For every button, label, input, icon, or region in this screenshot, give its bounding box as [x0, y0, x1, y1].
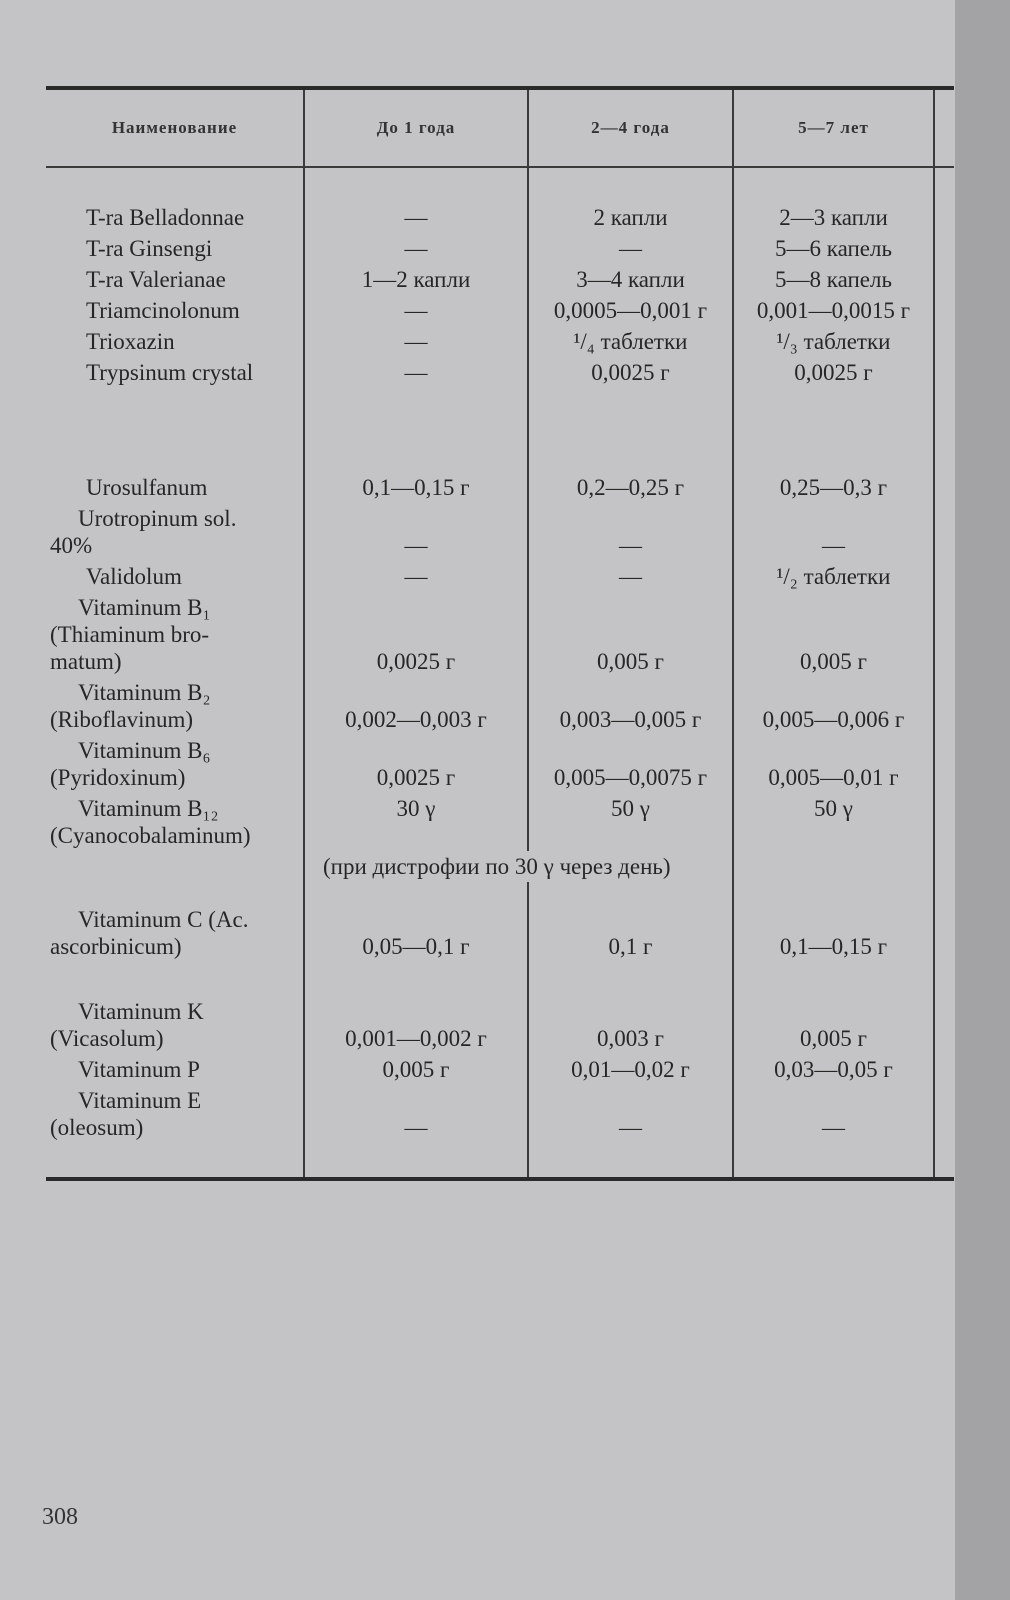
dose-5-7: 0,03—0,05 г	[733, 1054, 934, 1085]
dose-under-1: —	[304, 295, 528, 326]
drug-name: Vitaminum P	[46, 1054, 304, 1085]
dose-5-7: 50 γ	[733, 793, 934, 851]
dose-2-4: 0,003—0,005 г	[528, 677, 733, 735]
drug-name: Trioxazin	[46, 326, 304, 357]
table-row	[46, 996, 954, 1054]
header-age-5-7: 5—7 лет	[733, 88, 934, 167]
page-edge-shadow	[955, 0, 1010, 1600]
dose-2-4: 0,0025 г	[528, 357, 733, 388]
dose-2-4: 50 γ	[528, 793, 733, 851]
dose-under-1: —	[304, 1085, 528, 1143]
dose-2-4: 0,005—0,0075 г	[528, 735, 733, 793]
dose-under-1: —	[304, 503, 528, 561]
dose-2-4: ¹/₄ таблетки	[528, 326, 733, 357]
header-spacer	[934, 88, 954, 167]
drug-name: T-ra Valerianae	[46, 264, 304, 295]
header-age-2-4: 2—4 года	[528, 88, 733, 167]
drug-name: Urosulfanum	[46, 472, 304, 503]
dose-2-4: —	[528, 1085, 733, 1143]
drug-name: T-ra Belladonnae	[46, 202, 304, 233]
dose-5-7: 0,1—0,15 г	[733, 904, 934, 962]
dose-under-1: —	[304, 233, 528, 264]
drug-name: Vitaminum E (oleosum)	[46, 1085, 304, 1143]
drug-name: Urotropinum sol. 40%	[46, 503, 304, 561]
note-row	[46, 851, 954, 882]
table-row	[46, 472, 954, 503]
dose-under-1: —	[304, 326, 528, 357]
drug-name: Triamcinolonum	[46, 295, 304, 326]
dosage-table	[46, 86, 954, 1181]
dose-under-1: 30 γ	[304, 793, 528, 851]
table-row	[46, 735, 954, 793]
drug-name: Vitaminum B₁₂ (Cyanocobalaminum)	[46, 793, 304, 851]
table-row	[46, 233, 954, 264]
dose-2-4: —	[528, 503, 733, 561]
dose-2-4: —	[528, 561, 733, 592]
dose-under-1: —	[304, 561, 528, 592]
dose-2-4: 0,2—0,25 г	[528, 472, 733, 503]
dose-2-4: 0,01—0,02 г	[528, 1054, 733, 1085]
dose-under-1: 0,0025 г	[304, 592, 528, 677]
drug-name: Vitaminum B₆ (Pyridoxinum)	[46, 735, 304, 793]
dose-under-1: 1—2 капли	[304, 264, 528, 295]
table-row	[46, 904, 954, 962]
dose-2-4: 2 капли	[528, 202, 733, 233]
header-age-under-1: До 1 года	[304, 88, 528, 167]
dose-under-1: —	[304, 357, 528, 388]
table-row	[46, 793, 954, 851]
dose-5-7: —	[733, 1085, 934, 1143]
table-row	[46, 503, 954, 561]
dose-under-1: 0,002—0,003 г	[304, 677, 528, 735]
drug-name: Vitaminum K (Vicasolum)	[46, 996, 304, 1054]
table-row	[46, 561, 954, 592]
dose-under-1: 0,005 г	[304, 1054, 528, 1085]
drug-name: Trypsinum crystal	[46, 357, 304, 388]
dose-5-7: 0,001—0,0015 г	[733, 295, 934, 326]
dose-note: (при дистрофии по 30 γ через день)	[304, 851, 733, 882]
table-row	[46, 202, 954, 233]
dose-5-7: ¹/₃ таблетки	[733, 326, 934, 357]
dose-under-1: —	[304, 202, 528, 233]
dose-2-4: 3—4 капли	[528, 264, 733, 295]
drug-name: Vitaminum B₂ (Riboflavinum)	[46, 677, 304, 735]
dose-2-4: 0,1 г	[528, 904, 733, 962]
table-row	[46, 677, 954, 735]
table-row	[46, 295, 954, 326]
dose-under-1: 0,001—0,002 г	[304, 996, 528, 1054]
dose-2-4: 0,003 г	[528, 996, 733, 1054]
dose-5-7: 2—3 капли	[733, 202, 934, 233]
page-number: 308	[42, 1504, 78, 1530]
dose-2-4: —	[528, 233, 733, 264]
dose-under-1: 0,05—0,1 г	[304, 904, 528, 962]
table-row	[46, 357, 954, 388]
dose-5-7: 0,005 г	[733, 592, 934, 677]
drug-name: Validolum	[46, 561, 304, 592]
drug-name: T-ra Ginsengi	[46, 233, 304, 264]
dose-5-7: 5—6 капель	[733, 233, 934, 264]
dose-under-1: 0,0025 г	[304, 735, 528, 793]
table-row	[46, 592, 954, 677]
dose-5-7: 0,25—0,3 г	[733, 472, 934, 503]
dose-5-7: 0,005 г	[733, 996, 934, 1054]
dose-5-7: 0,005—0,006 г	[733, 677, 934, 735]
table-row	[46, 264, 954, 295]
dose-5-7: 0,0025 г	[733, 357, 934, 388]
dose-under-1: 0,1—0,15 г	[304, 472, 528, 503]
table-row	[46, 1054, 954, 1085]
drug-name: Vitaminum B₁ (Thiaminum bro- matum)	[46, 592, 304, 677]
dose-5-7: ¹/₂ таблетки	[733, 561, 934, 592]
drug-name: Vitaminum C (Ac. ascorbinicum)	[46, 904, 304, 962]
header-name: Наименование	[46, 88, 304, 167]
dose-2-4: 0,005 г	[528, 592, 733, 677]
dose-2-4: 0,0005—0,001 г	[528, 295, 733, 326]
table-row	[46, 1085, 954, 1143]
dose-5-7: 5—8 капель	[733, 264, 934, 295]
dose-5-7: 0,005—0,01 г	[733, 735, 934, 793]
header-row	[46, 88, 954, 167]
table-row	[46, 326, 954, 357]
dose-5-7: —	[733, 503, 934, 561]
